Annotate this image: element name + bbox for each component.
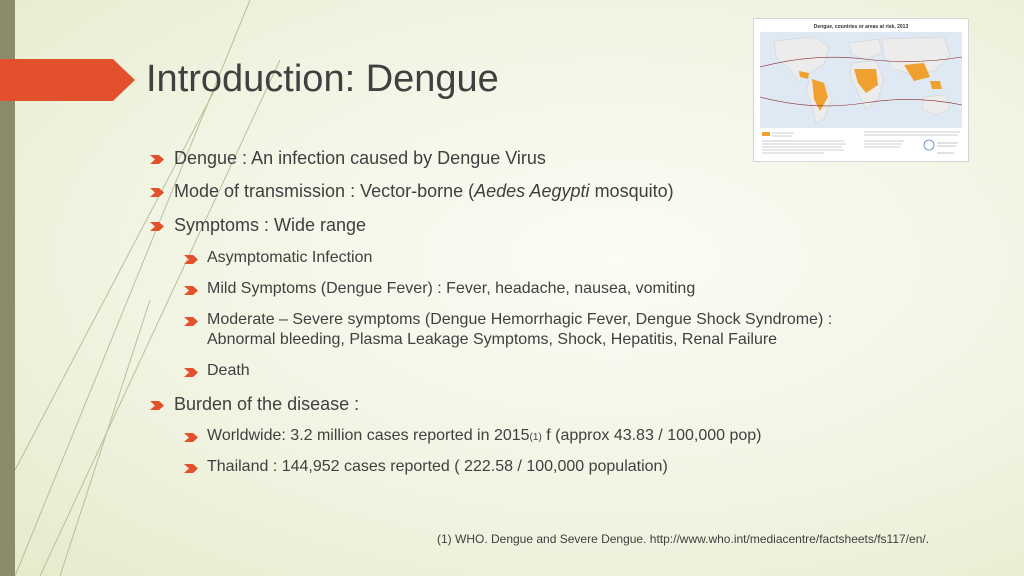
bullet-worldwide	[207, 427, 762, 445]
bullet-arrow-icon	[150, 155, 164, 164]
bullet-severe-symptoms-line1: Moderate – Severe symptoms (Dengue Hemorrhagic Fever, Dengue Shock Syndrome) :	[207, 311, 833, 328]
footnote-reference: (1) WHO. Dengue and Severe Dengue. http://www.who.int/mediacentre/factsheets/fs117/en/.	[437, 532, 930, 546]
map-title: Dengue, countries or areas at risk, 2013	[813, 24, 909, 30]
bullet-death: Death	[207, 362, 250, 379]
bullet-arrow-icon	[184, 368, 198, 377]
dengue-risk-map	[753, 18, 969, 162]
bullet-thailand: Thailand : 144,952 cases reported ( 222.58 / 100,000 population)	[207, 458, 668, 475]
bullet-burden: Burden of the disease :	[174, 394, 360, 414]
bullet-dengue-definition: Dengue : An infection caused by Dengue Virus	[174, 148, 546, 168]
species-name: Aedes Aegypti	[474, 181, 590, 201]
bullet-arrow-icon	[184, 317, 198, 326]
bullet-arrow-icon	[150, 222, 164, 231]
bullet-arrow-icon	[184, 286, 198, 295]
bullet-mild-symptoms: Mild Symptoms (Dengue Fever) : Fever, headache, nausea, vomiting	[207, 280, 696, 297]
bullet-arrow-icon	[184, 255, 198, 264]
bullet-asymptomatic: Asymptomatic Infection	[207, 249, 373, 266]
bullet-arrow-icon	[150, 188, 164, 197]
transmission-prefix: Mode of transmission : Vector-borne (	[174, 181, 475, 201]
bullet-arrow-icon	[184, 464, 198, 473]
transmission-suffix: mosquito)	[589, 181, 674, 201]
worldwide-prefix: Worldwide: 3.2 million cases reported in 2015	[207, 427, 530, 444]
bullet-symptoms: Symptoms : Wide range	[174, 215, 367, 235]
slide-title: Introduction: Dengue	[146, 58, 499, 100]
citation-ref: (1)	[529, 432, 542, 443]
bullet-arrow-icon	[184, 433, 198, 442]
bullet-arrow-icon	[150, 401, 164, 410]
world-map-image	[754, 19, 968, 161]
title-arrow-icon	[0, 59, 135, 101]
worldwide-suffix: f (approx 43.83 / 100,000 pop)	[541, 427, 762, 444]
bullet-transmission	[174, 181, 674, 202]
bullet-severe-symptoms-line2: Abnormal bleeding, Plasma Leakage Symptoms, Shock, Hepatitis, Renal Failure	[207, 331, 778, 348]
